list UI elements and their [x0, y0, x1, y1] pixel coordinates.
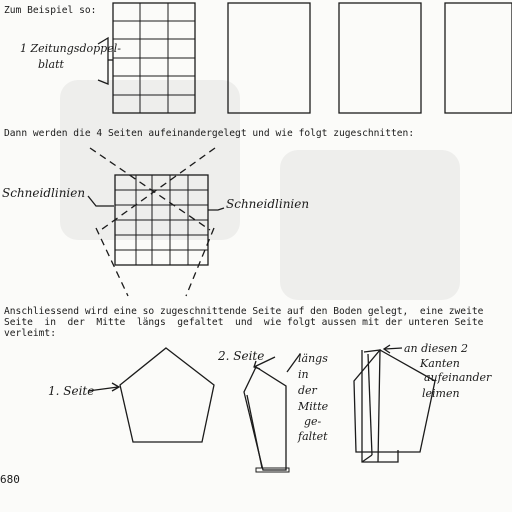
glue-note-1: an diesen 2 — [404, 342, 468, 355]
label-schneid-right: Schneidlinien — [226, 197, 310, 211]
stacked-grid-lines — [115, 175, 208, 265]
intro-text: Zum Beispiel so: — [4, 5, 97, 16]
page-number: 680 — [0, 473, 20, 486]
step3-text-line3: verleimt: — [4, 328, 56, 339]
fold-note-5: ge- — [304, 415, 322, 428]
fold-note-3: der — [298, 384, 317, 397]
step3-text-line2: Seite in der Mitte längs gefaltet und wie folgt aussen mit der unteren Seite — [4, 317, 484, 328]
grid-lines-page-1 — [113, 3, 195, 113]
label-schneid-left: Schneidlinien — [2, 186, 86, 200]
fold-note-2: in — [298, 368, 309, 381]
blank-page-3 — [339, 3, 421, 113]
glue-note-4: leimen — [422, 387, 460, 400]
step2-text: Dann werden die 4 Seiten aufeinandergelegt und wie folgt zugeschnitten: — [4, 128, 415, 139]
fold-note-4: Mitte — [298, 400, 329, 413]
label-zeitung-line2: blatt — [38, 58, 64, 71]
fold-note-1: längs — [298, 352, 328, 365]
blank-page-2 — [228, 3, 310, 113]
blank-page-4 — [445, 3, 512, 113]
schneid-bracket-left — [88, 196, 114, 206]
step3-text-line1: Anschliessend wird eine so zugeschnittende Seite auf den Boden gelegt, eine zweite — [4, 306, 484, 317]
label-seite1: 1. Seite — [48, 384, 95, 398]
label-zeitung-line1: 1 Zeitungsdoppel- — [20, 42, 121, 55]
fold-note-6: faltet — [298, 430, 328, 443]
pentagon-base — [120, 348, 214, 442]
schneid-bracket-right — [208, 208, 224, 210]
glue-note-3: aufeinander — [424, 371, 492, 384]
glue-note-2: Kanten — [420, 357, 460, 370]
label-seite2: 2. Seite — [218, 349, 265, 363]
folded-side-drawing — [244, 367, 289, 472]
glue-arrow — [385, 348, 402, 349]
